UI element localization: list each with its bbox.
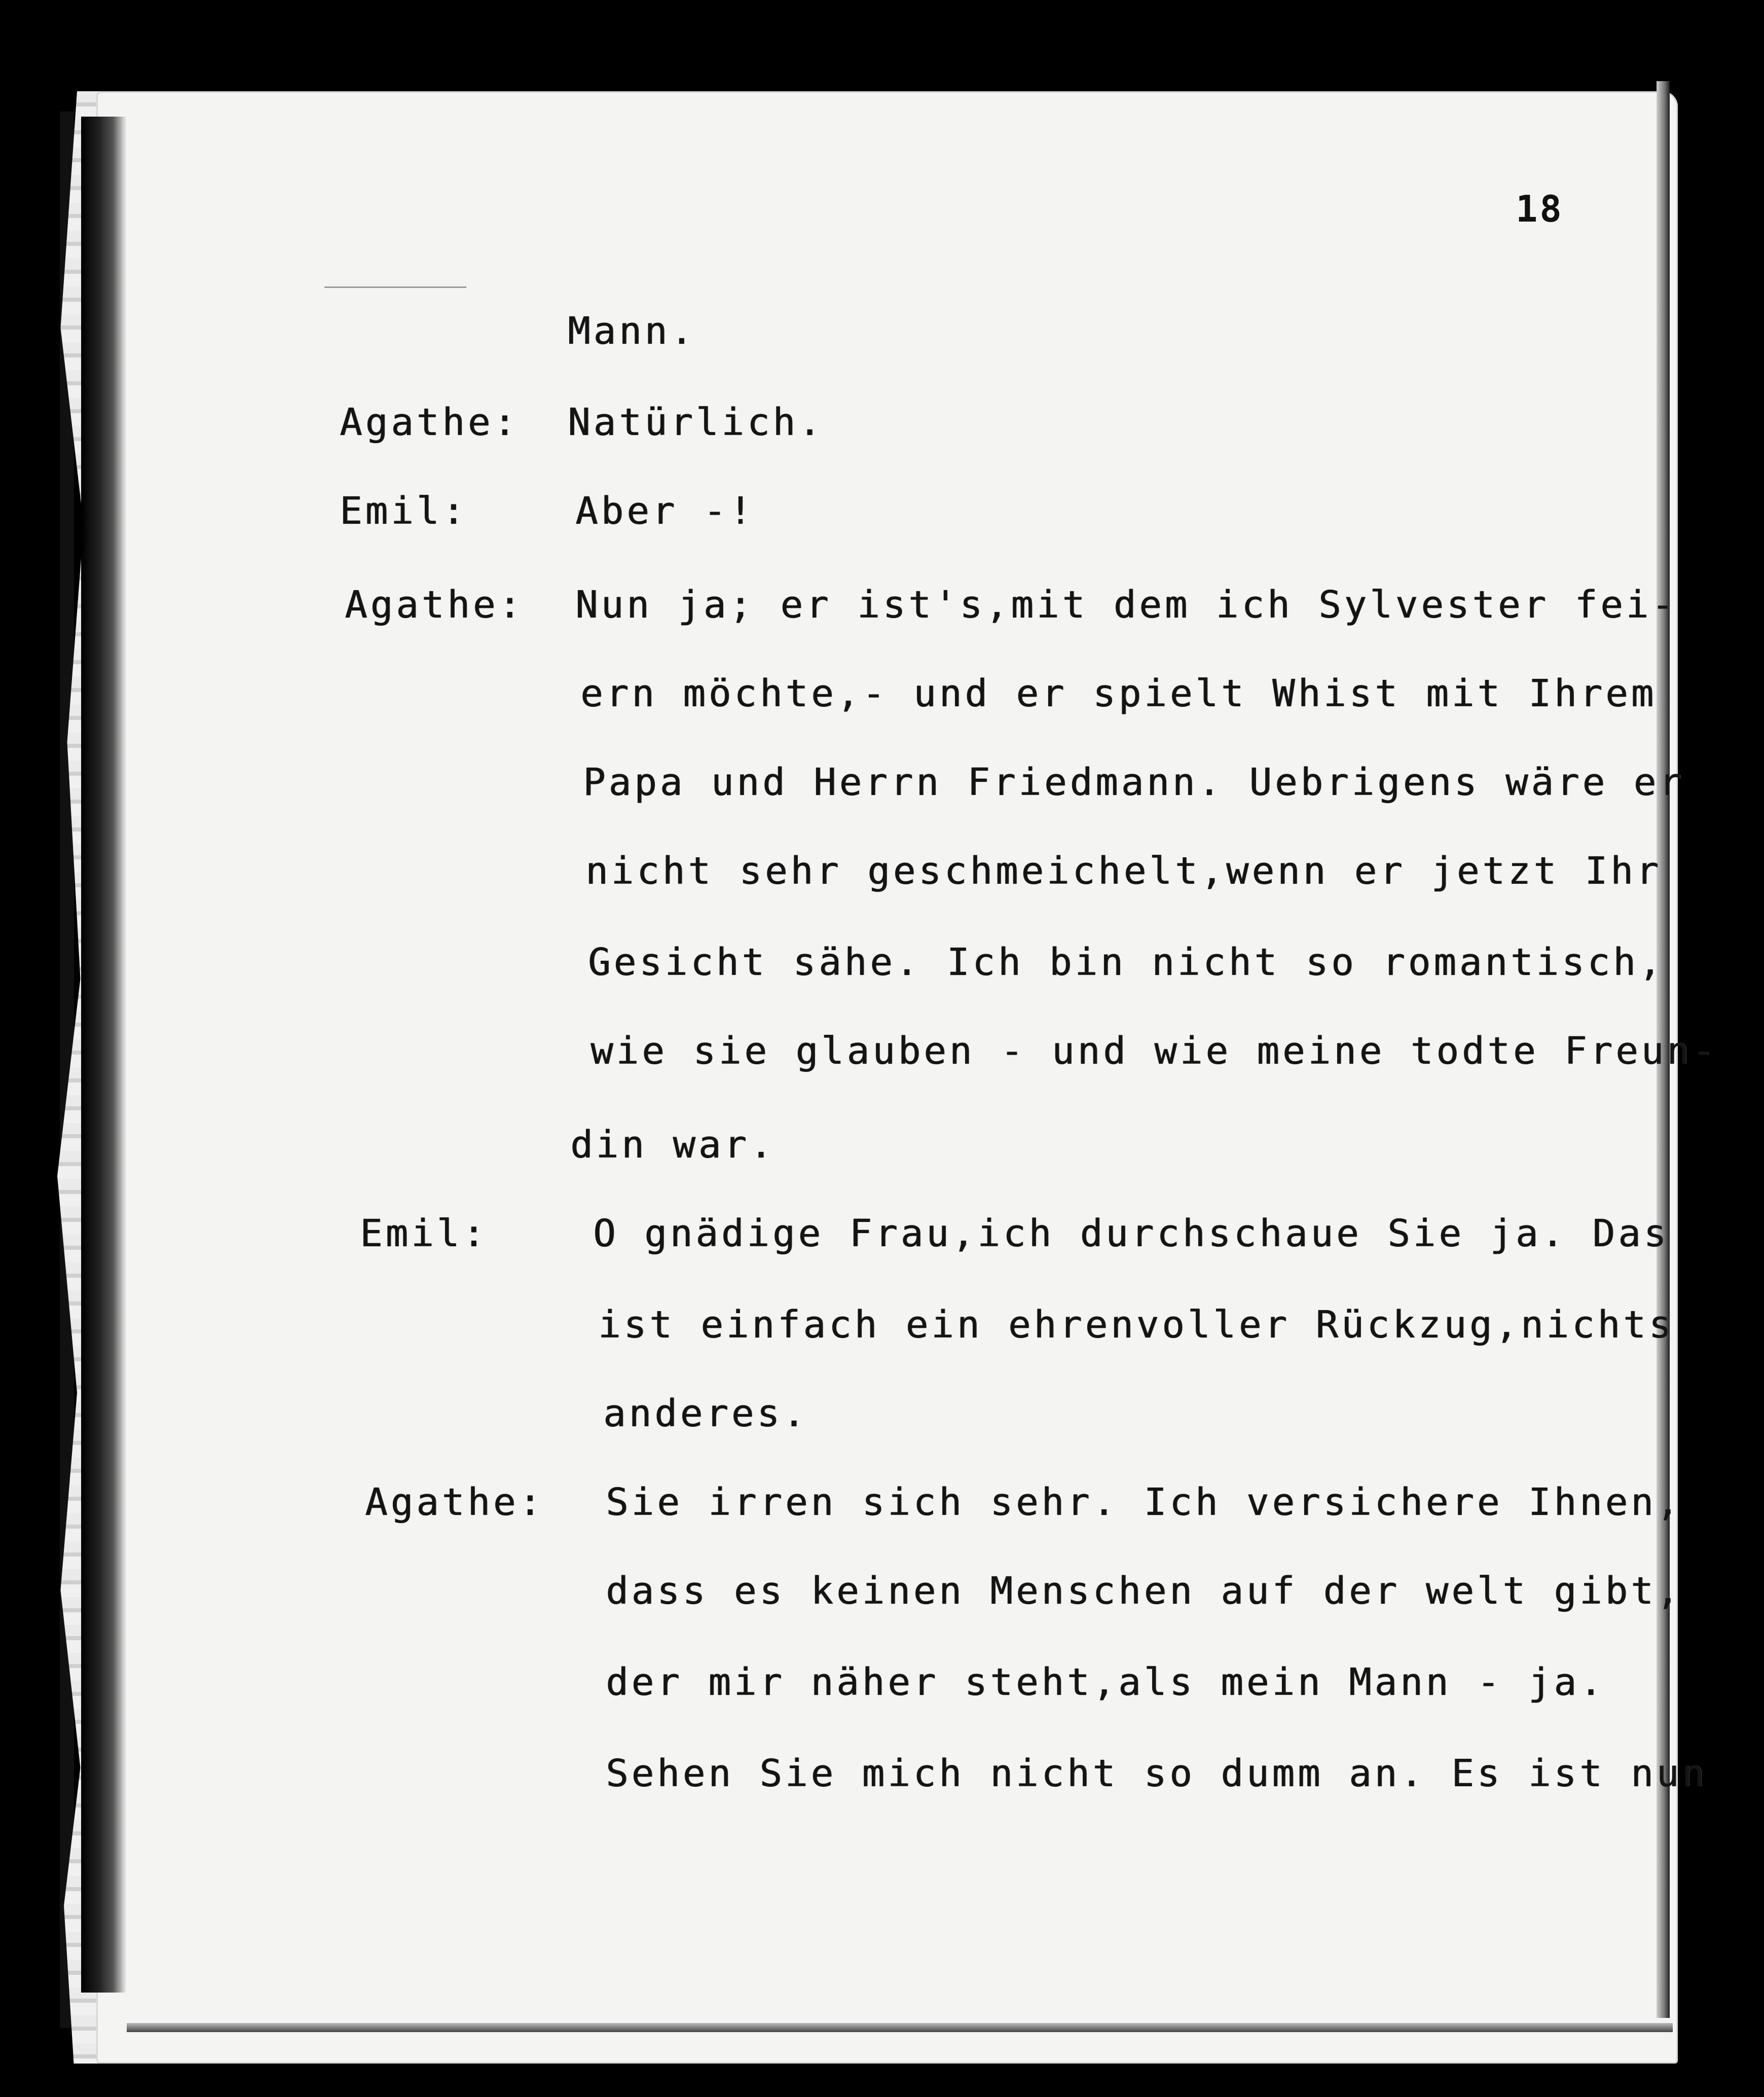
dialogue-text: der mir näher steht,als mein Mann - ja. — [606, 1660, 1605, 1704]
dialogue-text: Sehen Sie mich nicht so dumm an. Es ist nun — [606, 1752, 1708, 1795]
page-bottom-edge — [127, 2023, 1673, 2032]
dialogue-text: din war. — [570, 1123, 776, 1167]
script-line — [340, 401, 1647, 456]
script-line — [340, 1303, 1675, 1359]
dialogue-text: O gnädige Frau,ich durchschaue Sie ja. Das — [593, 1212, 1670, 1255]
script-line — [340, 1123, 1647, 1179]
script-line — [340, 849, 1662, 905]
page-number: 18 — [1516, 188, 1564, 230]
speaker-name: Emil: — [340, 489, 468, 533]
speaker-name: Emil: — [360, 1212, 488, 1255]
script-line — [340, 1569, 1682, 1625]
pencil-mark — [324, 286, 466, 288]
dialogue-text: Nun ja; er ist's,mit dem ich Sylvester fei- — [575, 583, 1677, 627]
script-line — [340, 1392, 1647, 1448]
script-line — [340, 1752, 1708, 1807]
dialogue-text: dass es keinen Menschen auf der welt gibt, — [606, 1569, 1682, 1613]
speaker-name: Agathe: — [365, 1480, 544, 1524]
dialogue-text: Sie irren sich sehr. Ich versichere Ihnen, — [606, 1480, 1682, 1524]
dialogue-text: Papa und Herrn Friedmann. Uebrigens wäre er — [583, 761, 1685, 804]
dialogue-text: Gesicht sähe. Ich bin nicht so romantisch, — [588, 941, 1665, 984]
script-line — [340, 672, 1657, 728]
dialogue-text: nicht sehr geschmeichelt,wenn er jetzt Ihr — [585, 849, 1662, 893]
script-line — [345, 583, 1677, 639]
script-line — [340, 761, 1685, 816]
script-line — [340, 1660, 1647, 1716]
dialogue-text: ern möchte,- und er spielt Whist mit Ihrem — [580, 672, 1657, 715]
script-line — [340, 941, 1665, 996]
dialogue-text: Natürlich. — [568, 401, 824, 444]
script-line — [360, 1212, 1670, 1268]
dialogue-text: ist einfach ein ehrenvoller Rückzug,nichts — [598, 1303, 1675, 1347]
script-line — [340, 489, 1647, 545]
dialogue-text: anderes. — [603, 1392, 808, 1435]
speaker-name: Agathe: — [340, 401, 519, 444]
dialogue-text: Aber -! — [575, 489, 755, 533]
dialogue-text: Mann. — [568, 309, 696, 353]
script-line — [340, 309, 1647, 365]
dialogue-text: wie sie glauben - und wie meine todte Freun- — [591, 1029, 1718, 1073]
speaker-name: Agathe: — [345, 583, 524, 627]
script-line — [365, 1480, 1682, 1536]
script-line — [340, 1029, 1718, 1085]
binding-shadow — [81, 117, 127, 1993]
